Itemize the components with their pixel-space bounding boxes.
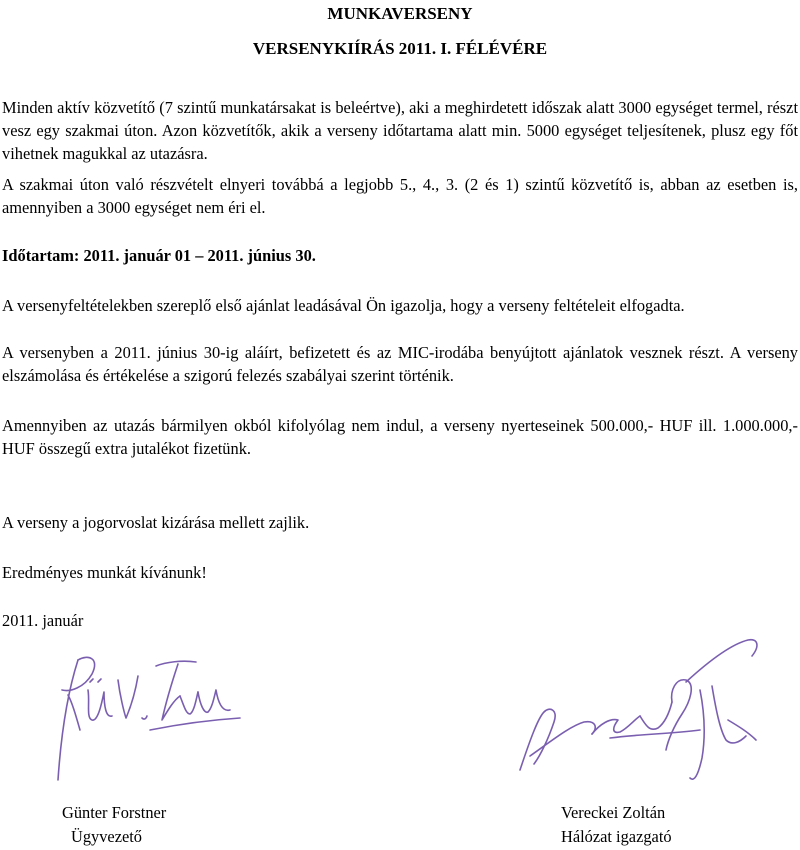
document-subtitle: VERSENYKIÍRÁS 2011. I. FÉLÉVÉRE [252, 39, 548, 58]
paragraph-best-agents: A szakmai úton való részvételt elnyeri továbbá a legjobb 5., 4., 3. (2 és 1) szintű közvetítő is, abban az esetben is, amennyiben a 3000 egységet nem éri el. [2, 175, 798, 217]
signature-right-image [500, 630, 770, 800]
paragraph-participation: A versenyben a 2011. június 30-ig aláírt, befizetett és az MIC-irodába benyújtott ajánlatok vesznek részt. A verseny elszámolása és értékelése a szigorú felezés szabályai szerint történik. [2, 343, 798, 385]
paragraph-closing: Eredményes munkát kívánunk! [2, 563, 207, 582]
signer-right-name: Vereckei Zoltán [561, 803, 666, 822]
document-date: 2011. január [2, 611, 84, 630]
paragraph-eligibility: Minden aktív közvetítő (7 szintű munkatársakat is beleértve), aki a meghirdetett időszak alatt 3000 egységet termel, részt vesz egy szakmai úton. Azon közvetítők, akik a verseny időtartama alatt min. 5000 egységet teljesítenek, plusz egy főt vihetnek magukkal az utazásra. [2, 98, 798, 163]
paragraph-acceptance: A versenyfeltételekben szereplő első ajánlat leadásával Ön igazolja, hogy a verseny feltételeit elfogadta. [2, 296, 685, 315]
document-title: MUNKAVERSENY [327, 4, 473, 23]
paragraph-duration: Időtartam: 2011. január 01 – 2011. június 30. [2, 246, 316, 265]
signer-left-name: Günter Forstner [62, 803, 167, 822]
signature-left-image [40, 640, 250, 790]
signer-right-role: Hálózat igazgató [561, 827, 672, 846]
paragraph-extra-commission: Amennyiben az utazás bármilyen okból kifolyólag nem indul, a verseny nyerteseinek 500.000,- HUF ill. 1.000.000,- HUF összegű extra jutalékot fizetünk. [2, 416, 798, 458]
paragraph-no-appeal: A verseny a jogorvoslat kizárása mellett zajlik. [2, 513, 310, 532]
signer-left-role: Ügyvezető [71, 827, 142, 846]
